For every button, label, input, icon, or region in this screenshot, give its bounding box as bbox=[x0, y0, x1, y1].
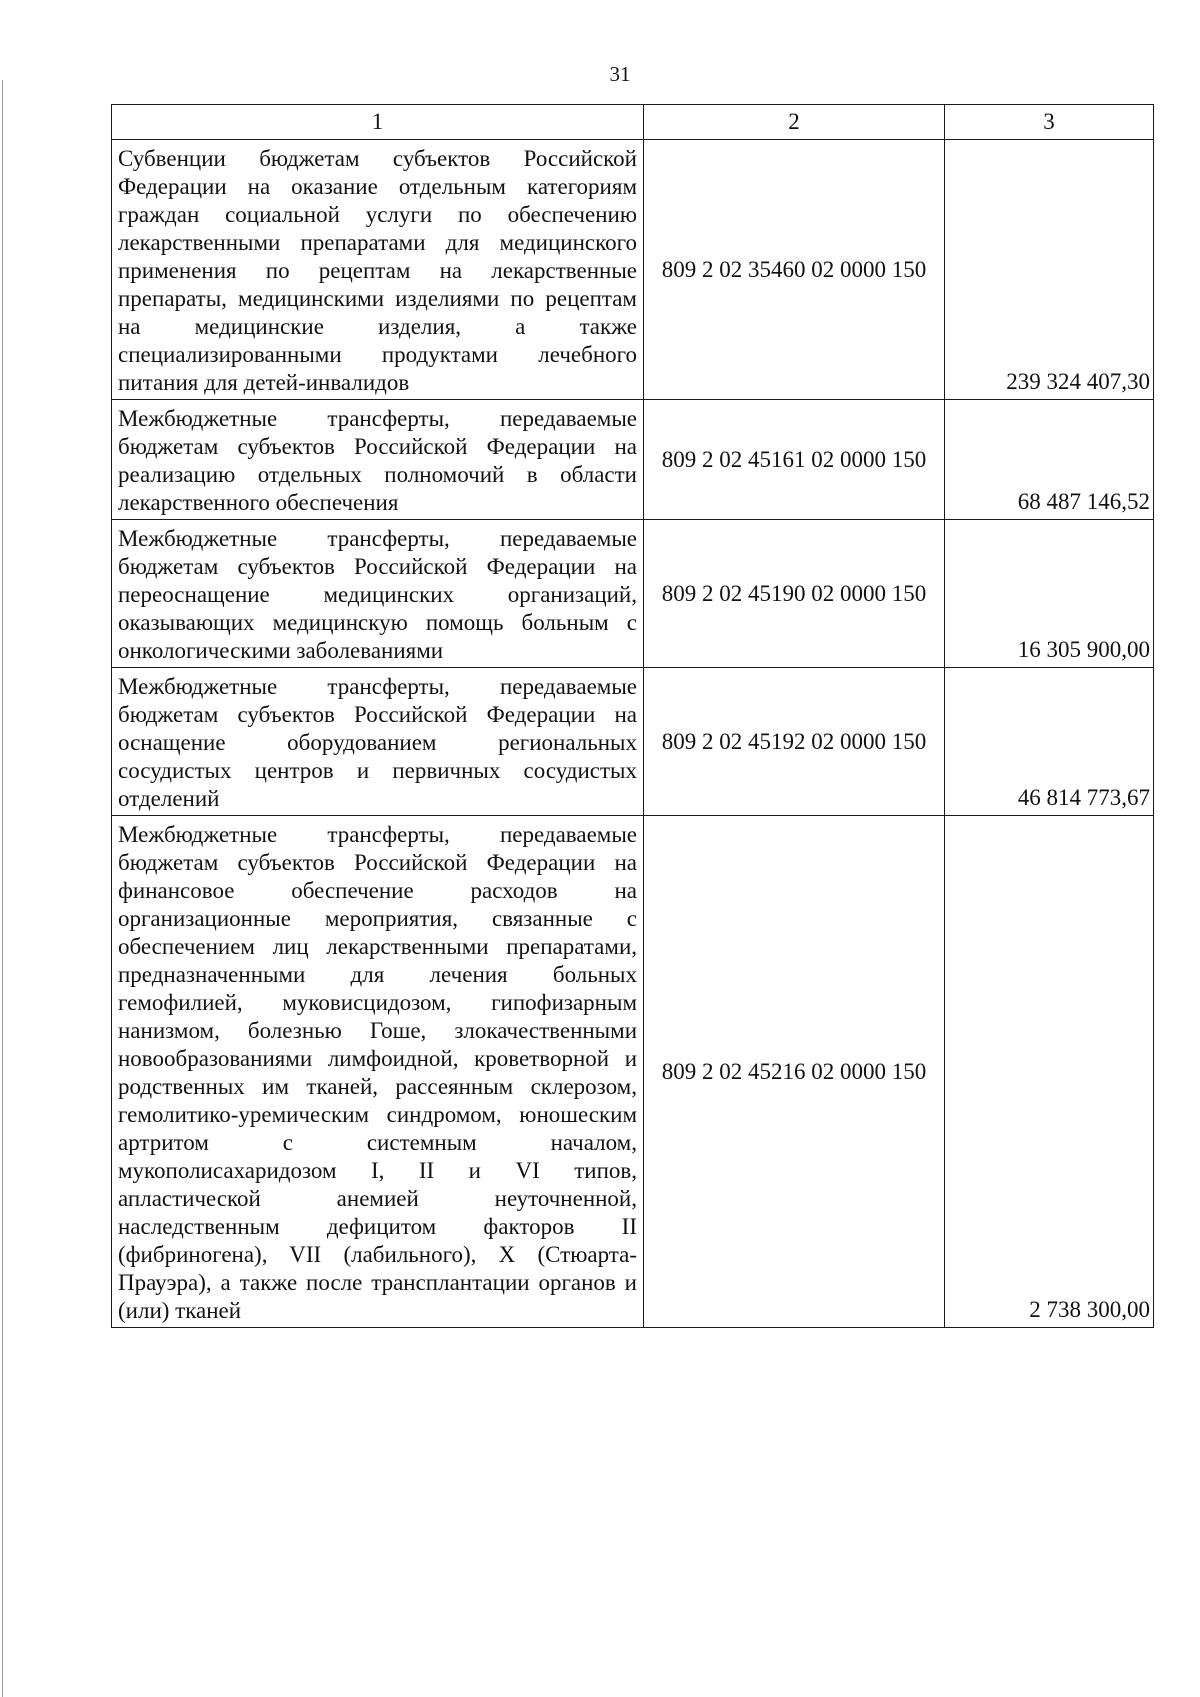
row-name: Межбюджетные трансферты, передаваемые бюджетам субъектов Российской Федерации на переоснащение медицинских организаций, оказывающих медицинскую помощь больным с онкологическими заболеваниями bbox=[112, 520, 644, 668]
row-code: 809 2 02 45190 02 0000 150 bbox=[644, 520, 945, 668]
header-col-1: 1 bbox=[112, 105, 644, 140]
table-row bbox=[112, 668, 1154, 816]
table-row bbox=[112, 816, 1154, 1328]
row-name: Межбюджетные трансферты, передаваемые бюджетам субъектов Российской Федерации на реализацию отдельных полномочий в области лекарственного обеспечения bbox=[112, 400, 644, 520]
row-amount: 68 487 146,52 bbox=[945, 400, 1154, 520]
row-amount: 16 305 900,00 bbox=[945, 520, 1154, 668]
row-code: 809 2 02 45161 02 0000 150 bbox=[644, 400, 945, 520]
page-edge-line bbox=[2, 80, 3, 1697]
table-row bbox=[112, 140, 1154, 400]
header-col-2: 2 bbox=[644, 105, 945, 140]
table-row bbox=[112, 520, 1154, 668]
row-amount: 239 324 407,30 bbox=[945, 140, 1154, 400]
row-code: 809 2 02 45216 02 0000 150 bbox=[644, 816, 945, 1328]
row-amount: 46 814 773,67 bbox=[945, 668, 1154, 816]
row-name: Субвенции бюджетам субъектов Российской Федерации на оказание отдельным категориям граждан социальной услуги по обеспечению лекарственными препаратами для медицинского применения по рецептам на лекарственные препараты, медицинскими изделиями по рецептам на медицинские изделия, а также специализированными продуктами лечебного питания для детей-инвалидов bbox=[112, 140, 644, 400]
table-header-row bbox=[112, 105, 1154, 140]
header-col-3: 3 bbox=[945, 105, 1154, 140]
table-row bbox=[112, 400, 1154, 520]
budget-table bbox=[111, 104, 1154, 1328]
page-number: 31 bbox=[609, 62, 631, 86]
row-code: 809 2 02 35460 02 0000 150 bbox=[644, 140, 945, 400]
row-code: 809 2 02 45192 02 0000 150 bbox=[644, 668, 945, 816]
row-name: Межбюджетные трансферты, передаваемые бюджетам субъектов Российской Федерации на оснащение оборудованием региональных сосудистых центров и первичных сосудистых отделений bbox=[112, 668, 644, 816]
row-name: Межбюджетные трансферты, передаваемые бюджетам субъектов Российской Федерации на финансовое обеспечение расходов на организационные мероприятия, связанные с обеспечением лиц лекарственными препаратами, предназначенными для лечения больных гемофилией, муковисцидозом, гипофизарным нанизмом, болезнью Гоше, злокачественными новообразованиями лимфоидной, кроветворной и родственных им тканей, рассеянным склерозом, гемолитико-уремическим синдромом, юношеским артритом с системным началом, мукополисахаридозом I, II и VI типов, апластической анемией неуточненной, наследственным дефицитом факторов II (фибриногена), VII (лабильного), X (Стюарта-Прауэра), а также после трансплантации органов и (или) тканей bbox=[112, 816, 644, 1328]
row-amount: 2 738 300,00 bbox=[945, 816, 1154, 1328]
